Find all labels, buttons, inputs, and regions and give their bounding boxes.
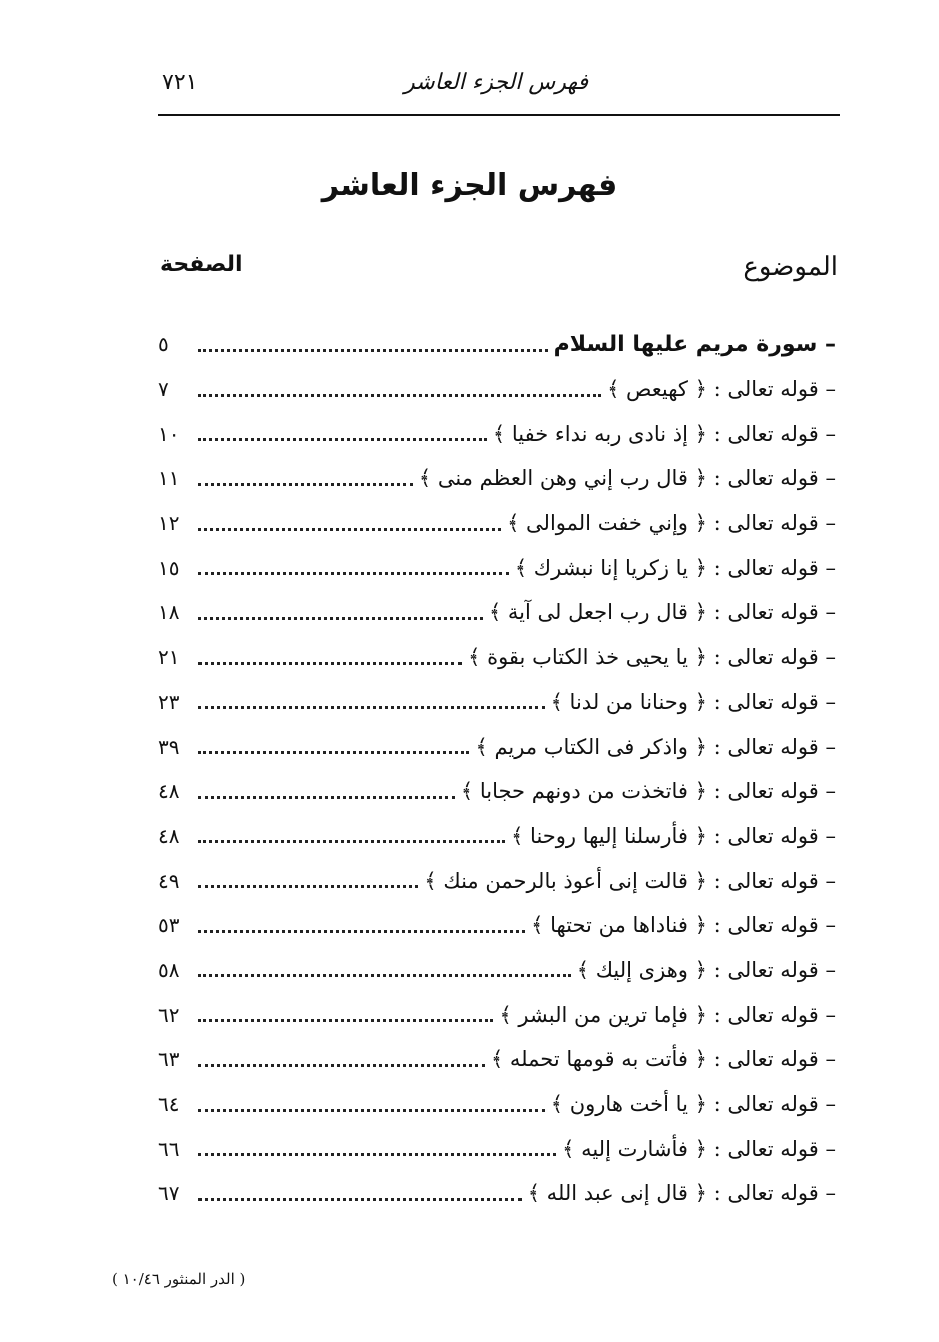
toc-entry bbox=[158, 1082, 840, 1127]
toc-entry-page: ١٨ bbox=[158, 600, 180, 625]
toc-entry-title: – قوله تعالى : ﴿ وإني خفت الموالى ﴾ bbox=[507, 511, 836, 536]
leader-dots bbox=[198, 885, 418, 888]
toc-entry-title: – قوله تعالى : ﴿ قال إنى عبد الله ﴾ bbox=[527, 1181, 836, 1206]
leader-dots bbox=[198, 394, 601, 397]
toc-entry-page: ٤٨ bbox=[158, 823, 180, 848]
toc-entry bbox=[158, 590, 840, 635]
toc-entry-title: – قوله تعالى : ﴿ فناداها من تحتها ﴾ bbox=[531, 913, 836, 938]
toc-entry-title: – قوله تعالى : ﴿ إذ نادى ربه نداء خفيا ﴾ bbox=[492, 421, 836, 446]
toc-entry bbox=[158, 545, 840, 590]
leader-dots bbox=[198, 1064, 485, 1067]
toc-entry-page: ٣٩ bbox=[158, 734, 180, 759]
toc-entry-page: ٦٢ bbox=[158, 1002, 180, 1027]
toc-entry bbox=[158, 948, 840, 993]
page-number: ٧٢١ bbox=[162, 70, 198, 95]
toc-entry-title: – قوله تعالى : ﴿ فإما ترين من البشر ﴾ bbox=[499, 1002, 836, 1027]
leader-dots bbox=[198, 1153, 556, 1156]
running-title: فهرس الجزء العاشر bbox=[404, 70, 588, 95]
toc-entry-page: ٥٨ bbox=[158, 957, 180, 982]
topic-column-header: الموضوع bbox=[743, 252, 838, 282]
leader-dots bbox=[198, 438, 487, 441]
page-column-header: الصفحة bbox=[160, 252, 243, 277]
toc-entry-title: – قوله تعالى : ﴿ قال رب اجعل لى آية ﴾ bbox=[488, 600, 836, 625]
toc-entry-title: – قوله تعالى : ﴿ يا أخت هارون ﴾ bbox=[550, 1092, 836, 1117]
toc-entry-title: – قوله تعالى : ﴿ كهيعص ﴾ bbox=[607, 377, 836, 402]
toc-entry-page: ٢١ bbox=[158, 645, 180, 670]
toc-entry-page: ٦٧ bbox=[158, 1181, 180, 1206]
leader-dots bbox=[198, 349, 548, 352]
toc-entry bbox=[158, 456, 840, 501]
toc-entry bbox=[158, 680, 840, 725]
toc-entry-page: ١٥ bbox=[158, 555, 180, 580]
leader-dots bbox=[198, 1019, 493, 1022]
toc-entry-title: – سورة مريم عليها السلام bbox=[553, 331, 836, 357]
toc-entry-title: – قوله تعالى : ﴿ فاتخذت من دونهم حجابا ﴾ bbox=[460, 779, 836, 804]
toc-entry bbox=[158, 367, 840, 412]
toc-entry bbox=[158, 858, 840, 903]
toc-entry bbox=[158, 501, 840, 546]
toc-entry-page: ٤٨ bbox=[158, 779, 180, 804]
toc-entry bbox=[158, 769, 840, 814]
source-note: ( الدر المنثور ١٠/٤٦ ) bbox=[112, 1270, 246, 1288]
toc-entry bbox=[158, 903, 840, 948]
toc-entry bbox=[158, 411, 840, 456]
toc-entry-page: ٦٤ bbox=[158, 1092, 180, 1117]
toc-entry-title: – قوله تعالى : ﴿ يا زكريا إنا نبشرك ﴾ bbox=[514, 555, 836, 580]
leader-dots bbox=[198, 572, 509, 575]
table-of-contents bbox=[158, 322, 840, 1216]
leader-dots bbox=[198, 617, 483, 620]
toc-entry bbox=[158, 724, 840, 769]
page-title: فهرس الجزء العاشر bbox=[321, 168, 618, 203]
toc-entry-title: – قوله تعالى : ﴿ يا يحيى خذ الكتاب بقوة ﴾ bbox=[468, 645, 836, 670]
leader-dots bbox=[198, 840, 505, 843]
leader-dots bbox=[198, 1198, 522, 1201]
toc-entry-title: – قوله تعالى : ﴿ قال رب إني وهن العظم منى ﴾ bbox=[418, 466, 836, 491]
toc-entry-page: ١٠ bbox=[158, 421, 180, 446]
toc-entry bbox=[158, 1037, 840, 1082]
leader-dots bbox=[198, 751, 469, 754]
header-rule bbox=[158, 114, 840, 116]
toc-entry-page: ٤٩ bbox=[158, 868, 180, 893]
toc-entry-page: ١١ bbox=[158, 466, 180, 491]
leader-dots bbox=[198, 796, 455, 799]
running-header bbox=[158, 66, 838, 106]
toc-entry-page: ٧ bbox=[158, 377, 169, 402]
leader-dots bbox=[198, 706, 545, 709]
toc-entry-title: – قوله تعالى : ﴿ فأرسلنا إليها روحنا ﴾ bbox=[511, 823, 836, 848]
toc-entry bbox=[158, 992, 840, 1037]
toc-entry-page: ٥ bbox=[158, 332, 169, 357]
toc-entry bbox=[158, 322, 840, 367]
toc-entry bbox=[158, 1126, 840, 1171]
leader-dots bbox=[198, 528, 501, 531]
toc-entry-title: – قوله تعالى : ﴿ وهزى إليك ﴾ bbox=[576, 957, 836, 982]
leader-dots bbox=[198, 1109, 545, 1112]
toc-entry-page: ٢٣ bbox=[158, 689, 180, 714]
leader-dots bbox=[198, 930, 525, 933]
column-headers bbox=[158, 252, 840, 292]
toc-entry-page: ٦٦ bbox=[158, 1136, 180, 1161]
toc-entry bbox=[158, 814, 840, 859]
leader-dots bbox=[198, 974, 571, 977]
leader-dots bbox=[198, 662, 462, 665]
toc-entry-title: – قوله تعالى : ﴿ فأتت به قومها تحمله ﴾ bbox=[490, 1047, 836, 1072]
leader-dots bbox=[198, 483, 413, 486]
toc-entry-page: ٦٣ bbox=[158, 1047, 180, 1072]
toc-entry-page: ٥٣ bbox=[158, 913, 180, 938]
toc-entry bbox=[158, 1171, 840, 1216]
toc-entry-title: – قوله تعالى : ﴿ فأشارت إليه ﴾ bbox=[562, 1136, 836, 1161]
toc-entry-title: – قوله تعالى : ﴿ وحنانا من لدنا ﴾ bbox=[550, 689, 836, 714]
toc-entry-title: – قوله تعالى : ﴿ واذكر فى الكتاب مريم ﴾ bbox=[475, 734, 836, 759]
toc-entry-page: ١٢ bbox=[158, 511, 180, 536]
toc-entry-title: – قوله تعالى : ﴿ قالت إنى أعوذ بالرحمن منك ﴾ bbox=[424, 868, 836, 893]
toc-entry bbox=[158, 635, 840, 680]
